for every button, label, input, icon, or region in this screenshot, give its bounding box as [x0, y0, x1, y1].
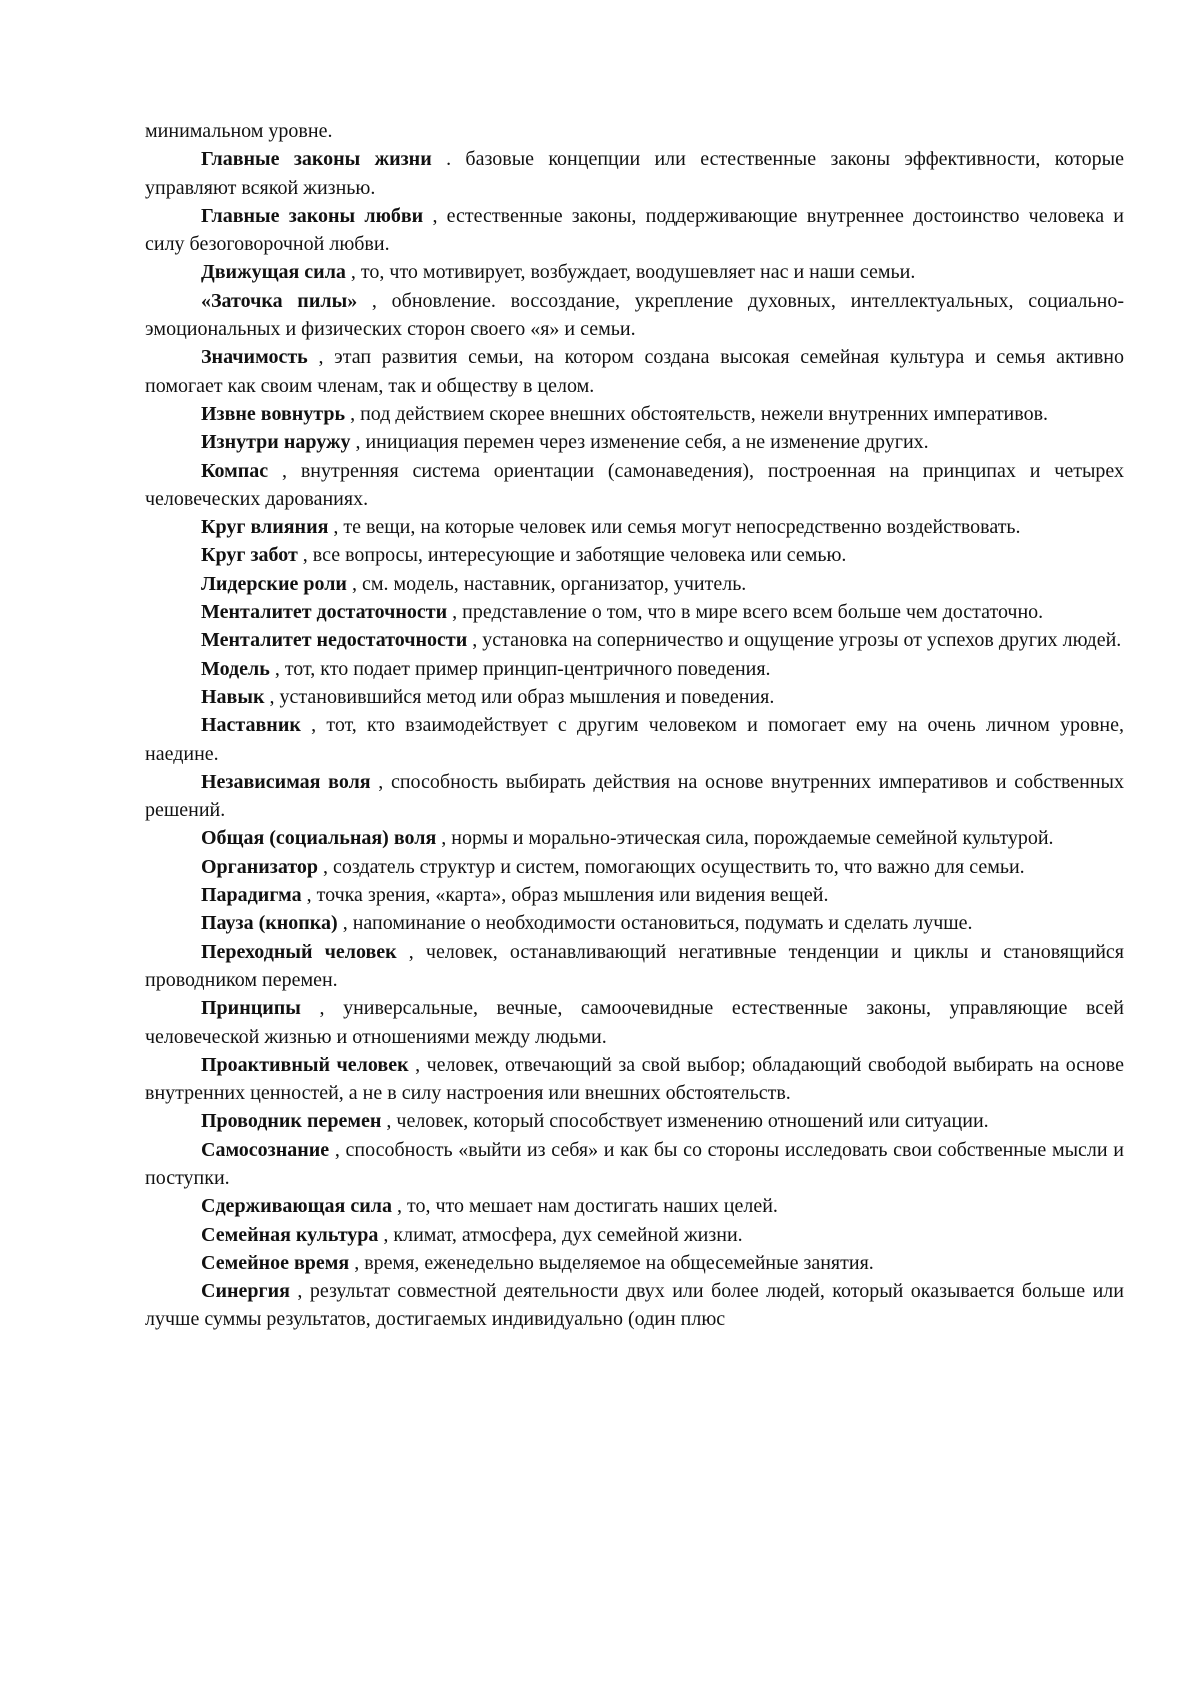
glossary-definition: , то, что мешает нам достигать наших целей. — [392, 1195, 778, 1218]
glossary-term: Независимая воля — [201, 770, 371, 793]
glossary-entry — [145, 655, 1124, 683]
glossary-entry — [145, 711, 1124, 768]
glossary-entry — [145, 1249, 1124, 1277]
glossary-entry — [145, 457, 1124, 514]
glossary-term: Сдерживающая сила — [201, 1195, 392, 1218]
glossary-definition: , все вопросы, интересующие и заботящие человека или семью. — [297, 544, 847, 567]
glossary-term: «Заточка пилы» — [201, 289, 358, 312]
glossary-entry — [145, 428, 1124, 456]
glossary-definition: , способность выбирать действия на основе внутренних императивов и собственных решений. — [145, 770, 1124, 822]
glossary-list — [145, 145, 1124, 1333]
glossary-definition: , тот, кто взаимодействует с другим человеком и помогает ему на очень личном уровне, наедине. — [145, 714, 1124, 765]
glossary-entry — [145, 287, 1124, 344]
glossary-definition: , внутренняя система ориентации (самонаведения), построенная на принципах и четырех человеческих дарованиях. — [145, 459, 1124, 510]
glossary-definition: , то, что мотивирует, возбуждает, воодушевляет нас и наши семьи. — [345, 261, 916, 284]
glossary-entry — [145, 343, 1124, 400]
glossary-term: Менталитет недостаточности — [201, 629, 468, 652]
glossary-entry — [145, 1051, 1124, 1108]
glossary-term: Изнутри наружу — [201, 431, 351, 454]
glossary-entry — [145, 909, 1124, 937]
glossary-definition: . базовые концепции или естественные законы эффективности, которые управляют всякой жизнью. — [145, 148, 1124, 199]
glossary-definition: , установившийся метод или образ мышления и поведения. — [264, 685, 775, 708]
glossary-entry — [145, 258, 1124, 286]
glossary-definition: , см. модель, наставник, организатор, учитель. — [346, 572, 747, 595]
glossary-term: Синергия — [201, 1280, 290, 1303]
glossary-definition: , нормы и морально-этическая сила, порождаемые семейной культурой. — [436, 827, 1054, 850]
glossary-term: Круг забот — [201, 544, 298, 567]
glossary-definition: , создатель структур и систем, помогающих осуществить то, что важно для семьи. — [318, 855, 1025, 878]
glossary-definition: , человек, отвечающий за свой выбор; обладающий свободой выбирать на основе внутренних ценностей, а не в силу настроения или внешних обстоятельств. — [145, 1053, 1124, 1105]
glossary-term: Парадигма — [201, 884, 302, 907]
glossary-entry — [145, 1107, 1124, 1135]
glossary-term: Семейная культура — [201, 1223, 379, 1246]
glossary-term: Значимость — [201, 346, 308, 369]
glossary-entry — [145, 570, 1124, 598]
glossary-term: Общая (социальная) воля — [201, 827, 437, 850]
glossary-term: Переходный человек — [201, 940, 397, 963]
glossary-entry — [145, 513, 1124, 541]
glossary-term: Организатор — [201, 855, 319, 878]
glossary-term: Проводник перемен — [201, 1110, 382, 1133]
glossary-term: Извне вовнутрь — [201, 402, 346, 425]
glossary-term: Модель — [201, 657, 270, 680]
continuation-line: минимальном уровне. — [145, 120, 333, 142]
glossary-definition: , инициация перемен через изменение себя, а не изменение других. — [350, 431, 929, 454]
glossary-entry — [145, 938, 1124, 995]
glossary-entry — [145, 824, 1124, 852]
glossary-term: Менталитет достаточности — [201, 601, 448, 624]
glossary-entry — [145, 768, 1124, 825]
glossary-term: Проактивный человек — [201, 1053, 409, 1076]
glossary-definition: , под действием скорее внешних обстоятельств, нежели внутренних императивов. — [345, 402, 1049, 425]
glossary-term: Главные законы любви — [201, 204, 424, 227]
glossary-definition: , естественные законы, поддерживающие внутреннее достоинство человека и силу безоговорочной любви. — [145, 204, 1124, 256]
glossary-definition: , человек, останавливающий негативные тенденции и циклы и становящийся проводником перемен. — [145, 940, 1125, 991]
glossary-definition: , климат, атмосфера, дух семейной жизни. — [378, 1223, 743, 1246]
glossary-entry — [145, 1277, 1124, 1334]
glossary-term: Семейное время — [201, 1251, 350, 1274]
glossary-term: Наставник — [201, 714, 301, 737]
glossary-definition: , этап развития семьи, на котором создана высокая семейная культура и семья активно помогает как своим членам, так и обществу в целом. — [145, 346, 1124, 397]
glossary-definition: , человек, который способствует изменению отношений или ситуации. — [381, 1110, 989, 1133]
glossary-definition: , напоминание о необходимости остановиться, подумать и сделать лучше. — [337, 912, 973, 935]
glossary-term: Навык — [201, 685, 265, 708]
glossary-entry — [145, 598, 1124, 626]
glossary-term: Пауза (кнопка) — [201, 912, 338, 935]
glossary-definition: , те вещи, на которые человек или семья могут непосредственно воздействовать. — [328, 516, 1021, 539]
glossary-definition: , точка зрения, «карта», образ мышления или видения вещей. — [301, 884, 829, 907]
glossary-entry — [145, 1192, 1124, 1220]
glossary-term: Движущая сила — [201, 261, 346, 284]
glossary-entry — [145, 881, 1124, 909]
glossary-entry — [145, 541, 1124, 569]
glossary-definition: , результат совместной деятельности двух или более людей, который оказывается больше или лучше суммы результатов, достигаемых индивидуально (один плюс — [145, 1280, 1124, 1331]
glossary-definition: , универсальные, вечные, самоочевидные естественные законы, управляющие всей человеческой жизнью и отношениями между людьми. — [145, 997, 1124, 1048]
glossary-definition: , представление о том, что в мире всего всем больше чем достаточно. — [447, 601, 1044, 624]
glossary-entry — [145, 400, 1124, 428]
glossary-entry — [145, 626, 1124, 654]
glossary-definition: , тот, кто подает пример принцип-центричного поведения. — [269, 657, 771, 680]
glossary-term: Самосознание — [201, 1138, 330, 1161]
glossary-entry — [145, 145, 1124, 202]
glossary-definition: , установка на соперничество и ощущение угрозы от успехов других людей. — [467, 629, 1122, 652]
glossary-term: Компас — [201, 459, 269, 482]
glossary-entry — [145, 853, 1124, 881]
glossary-term: Лидерские роли — [201, 572, 347, 595]
glossary-entry — [145, 1136, 1124, 1193]
glossary-entry — [145, 202, 1124, 259]
glossary-definition: , способность «выйти из себя» и как бы со стороны исследовать свои собственные мысли и поступки. — [145, 1138, 1124, 1189]
glossary-term: Круг влияния — [201, 516, 329, 539]
glossary-definition: , обновление. воссоздание, укрепление духовных, интеллектуальных, социально-эмоциональных и физических сторон своего «я» и семьи. — [145, 289, 1124, 341]
glossary-term: Принципы — [201, 997, 301, 1020]
glossary-entry — [145, 1221, 1124, 1249]
glossary-entry — [145, 683, 1124, 711]
glossary-entry — [145, 994, 1124, 1051]
glossary-term: Главные законы жизни — [201, 148, 432, 171]
glossary-definition: , время, еженедельно выделяемое на общесемейные занятия. — [349, 1251, 874, 1274]
